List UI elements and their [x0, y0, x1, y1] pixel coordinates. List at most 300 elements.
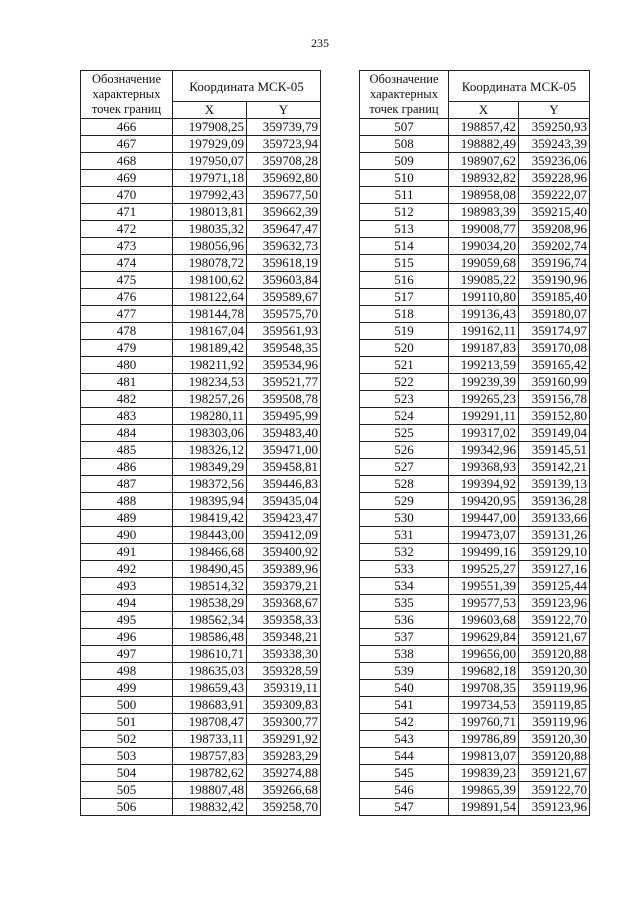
x-coordinate-cell: 198280,11: [173, 408, 247, 425]
table-row: [360, 170, 590, 187]
y-coordinate-cell: 359389,96: [247, 561, 321, 578]
y-coordinate-cell: 359243,39: [519, 136, 590, 153]
table-row: [81, 153, 321, 170]
table-row: [81, 340, 321, 357]
x-coordinate-cell: 199008,77: [449, 221, 519, 238]
y-coordinate-cell: 359379,21: [247, 578, 321, 595]
table-row: [81, 221, 321, 238]
point-id-cell: 486: [81, 459, 173, 476]
x-coordinate-cell: 198708,47: [173, 714, 247, 731]
x-coordinate-cell: 199813,07: [449, 748, 519, 765]
point-id-cell: 544: [360, 748, 449, 765]
x-coordinate-cell: 198882,49: [449, 136, 519, 153]
point-id-cell: 470: [81, 187, 173, 204]
x-coordinate-cell: 198035,32: [173, 221, 247, 238]
y-coordinate-cell: 359692,80: [247, 170, 321, 187]
table-row: [360, 612, 590, 629]
table-row: [360, 187, 590, 204]
table-row: [360, 714, 590, 731]
x-coordinate-cell: 198490,45: [173, 561, 247, 578]
table-row: [81, 629, 321, 646]
point-id-cell: 543: [360, 731, 449, 748]
x-coordinate-cell: 198907,62: [449, 153, 519, 170]
y-coordinate-cell: 359129,10: [519, 544, 590, 561]
y-coordinate-cell: 359202,74: [519, 238, 590, 255]
y-coordinate-cell: 359119,96: [519, 714, 590, 731]
x-coordinate-cell: 198983,39: [449, 204, 519, 221]
point-id-cell: 530: [360, 510, 449, 527]
table-row: [360, 136, 590, 153]
x-coordinate-cell: 199034,20: [449, 238, 519, 255]
x-coordinate-cell: 198610,71: [173, 646, 247, 663]
x-coordinate-cell: 199551,39: [449, 578, 519, 595]
table-row: [360, 561, 590, 578]
point-id-cell: 529: [360, 493, 449, 510]
table-row: [360, 782, 590, 799]
table-row: [360, 765, 590, 782]
point-id-cell: 503: [81, 748, 173, 765]
y-coordinate-cell: 359119,85: [519, 697, 590, 714]
x-coordinate-cell: 199734,53: [449, 697, 519, 714]
x-coordinate-cell: 198167,04: [173, 323, 247, 340]
x-coordinate-cell: 197929,09: [173, 136, 247, 153]
x-coordinate-cell: 199239,39: [449, 374, 519, 391]
y-coordinate-cell: 359123,96: [519, 799, 590, 816]
point-id-cell: 469: [81, 170, 173, 187]
table-row: [81, 442, 321, 459]
x-coordinate-cell: 197992,43: [173, 187, 247, 204]
table-row: [81, 612, 321, 629]
y-coordinate-cell: 359136,28: [519, 493, 590, 510]
x-coordinate-cell: 198211,92: [173, 357, 247, 374]
point-id-cell: 537: [360, 629, 449, 646]
point-id-cell: 518: [360, 306, 449, 323]
point-id-cell: 534: [360, 578, 449, 595]
y-coordinate-cell: 359228,96: [519, 170, 590, 187]
point-id-cell: 519: [360, 323, 449, 340]
x-coordinate-cell: 198078,72: [173, 255, 247, 272]
table-row: [81, 782, 321, 799]
point-id-cell: 494: [81, 595, 173, 612]
point-id-cell: 515: [360, 255, 449, 272]
y-coordinate-cell: 359338,30: [247, 646, 321, 663]
y-coordinate-cell: 359174,97: [519, 323, 590, 340]
y-coordinate-cell: 359127,16: [519, 561, 590, 578]
x-coordinate-cell: 198395,94: [173, 493, 247, 510]
x-coordinate-cell: 199839,23: [449, 765, 519, 782]
table-row: [360, 459, 590, 476]
table-row: [81, 646, 321, 663]
x-coordinate-cell: 199162,11: [449, 323, 519, 340]
table-body-left: [81, 119, 321, 816]
table-row: [360, 272, 590, 289]
point-id-cell: 520: [360, 340, 449, 357]
point-id-cell: 477: [81, 306, 173, 323]
point-id-cell: 524: [360, 408, 449, 425]
table-row: [81, 578, 321, 595]
table-row: [360, 697, 590, 714]
point-id-cell: 497: [81, 646, 173, 663]
y-coordinate-cell: 359348,21: [247, 629, 321, 646]
x-coordinate-cell: 199368,93: [449, 459, 519, 476]
point-id-cell: 479: [81, 340, 173, 357]
x-coordinate-cell: 199656,00: [449, 646, 519, 663]
y-coordinate-cell: 359446,83: [247, 476, 321, 493]
table-row: [360, 323, 590, 340]
x-coordinate-cell: 198782,62: [173, 765, 247, 782]
point-id-cell: 495: [81, 612, 173, 629]
table-row: [360, 204, 590, 221]
x-coordinate-cell: 199708,35: [449, 680, 519, 697]
y-coordinate-cell: 359236,06: [519, 153, 590, 170]
y-coordinate-cell: 359603,84: [247, 272, 321, 289]
x-coordinate-cell: 198419,42: [173, 510, 247, 527]
y-coordinate-cell: 359400,92: [247, 544, 321, 561]
table-row: [81, 238, 321, 255]
y-coordinate-cell: 359508,78: [247, 391, 321, 408]
x-coordinate-cell: 199394,92: [449, 476, 519, 493]
x-coordinate-cell: 198349,29: [173, 459, 247, 476]
header-point: Обозначение характерных точек границ: [360, 71, 449, 119]
table-row: [81, 544, 321, 561]
point-id-cell: 493: [81, 578, 173, 595]
point-id-cell: 467: [81, 136, 173, 153]
point-id-cell: 490: [81, 527, 173, 544]
table-row: [360, 442, 590, 459]
point-id-cell: 527: [360, 459, 449, 476]
point-id-cell: 535: [360, 595, 449, 612]
x-coordinate-cell: 199342,96: [449, 442, 519, 459]
table-row: [81, 408, 321, 425]
y-coordinate-cell: 359274,88: [247, 765, 321, 782]
point-id-cell: 466: [81, 119, 173, 136]
table-body-right: [360, 119, 590, 816]
point-id-cell: 485: [81, 442, 173, 459]
table-row: [360, 374, 590, 391]
table-row: [360, 799, 590, 816]
y-coordinate-cell: 359122,70: [519, 782, 590, 799]
point-id-cell: 481: [81, 374, 173, 391]
point-id-cell: 499: [81, 680, 173, 697]
header-x: X: [449, 102, 519, 119]
header-y: Y: [519, 102, 590, 119]
y-coordinate-cell: 359368,67: [247, 595, 321, 612]
x-coordinate-cell: 198635,03: [173, 663, 247, 680]
point-id-cell: 510: [360, 170, 449, 187]
table-row: [360, 425, 590, 442]
y-coordinate-cell: 359119,96: [519, 680, 590, 697]
y-coordinate-cell: 359133,66: [519, 510, 590, 527]
point-id-cell: 541: [360, 697, 449, 714]
y-coordinate-cell: 359647,47: [247, 221, 321, 238]
x-coordinate-cell: 199865,39: [449, 782, 519, 799]
point-id-cell: 491: [81, 544, 173, 561]
table-row: [81, 357, 321, 374]
y-coordinate-cell: 359589,67: [247, 289, 321, 306]
point-id-cell: 501: [81, 714, 173, 731]
table-row: [81, 731, 321, 748]
header-coordinate: Координата МСК-05: [449, 71, 590, 102]
y-coordinate-cell: 359319,11: [247, 680, 321, 697]
point-id-cell: 484: [81, 425, 173, 442]
y-coordinate-cell: 359575,70: [247, 306, 321, 323]
x-coordinate-cell: 198013,81: [173, 204, 247, 221]
x-coordinate-cell: 199603,68: [449, 612, 519, 629]
point-id-cell: 482: [81, 391, 173, 408]
y-coordinate-cell: 359208,96: [519, 221, 590, 238]
point-id-cell: 483: [81, 408, 173, 425]
x-coordinate-cell: 198807,48: [173, 782, 247, 799]
y-coordinate-cell: 359121,67: [519, 629, 590, 646]
page-number: 235: [311, 36, 329, 50]
y-coordinate-cell: 359521,77: [247, 374, 321, 391]
point-id-cell: 514: [360, 238, 449, 255]
x-coordinate-cell: 199085,22: [449, 272, 519, 289]
point-id-cell: 505: [81, 782, 173, 799]
y-coordinate-cell: 359160,99: [519, 374, 590, 391]
point-id-cell: 528: [360, 476, 449, 493]
table-row: [81, 272, 321, 289]
coordinates-table-left: [80, 70, 321, 816]
y-coordinate-cell: 359250,93: [519, 119, 590, 136]
x-coordinate-cell: 198100,62: [173, 272, 247, 289]
table-row: [81, 374, 321, 391]
table-row: [81, 119, 321, 136]
x-coordinate-cell: 198514,32: [173, 578, 247, 595]
coordinates-table-right: [359, 70, 590, 816]
x-coordinate-cell: 199891,54: [449, 799, 519, 816]
x-coordinate-cell: 198257,26: [173, 391, 247, 408]
y-coordinate-cell: 359215,40: [519, 204, 590, 221]
y-coordinate-cell: 359739,79: [247, 119, 321, 136]
y-coordinate-cell: 359458,81: [247, 459, 321, 476]
point-id-cell: 508: [360, 136, 449, 153]
y-coordinate-cell: 359196,74: [519, 255, 590, 272]
table-row: [360, 255, 590, 272]
x-coordinate-cell: 198466,68: [173, 544, 247, 561]
x-coordinate-cell: 198144,78: [173, 306, 247, 323]
table-row: [360, 731, 590, 748]
x-coordinate-cell: 199187,83: [449, 340, 519, 357]
x-coordinate-cell: 197971,18: [173, 170, 247, 187]
x-coordinate-cell: 198683,91: [173, 697, 247, 714]
x-coordinate-cell: 198056,96: [173, 238, 247, 255]
y-coordinate-cell: 359471,00: [247, 442, 321, 459]
x-coordinate-cell: 198733,11: [173, 731, 247, 748]
y-coordinate-cell: 359723,94: [247, 136, 321, 153]
point-id-cell: 513: [360, 221, 449, 238]
y-coordinate-cell: 359412,09: [247, 527, 321, 544]
point-id-cell: 526: [360, 442, 449, 459]
x-coordinate-cell: 198443,00: [173, 527, 247, 544]
point-id-cell: 523: [360, 391, 449, 408]
table-row: [360, 748, 590, 765]
x-coordinate-cell: 198562,34: [173, 612, 247, 629]
y-coordinate-cell: 359222,07: [519, 187, 590, 204]
x-coordinate-cell: 199265,23: [449, 391, 519, 408]
table-row: [81, 765, 321, 782]
point-id-cell: 547: [360, 799, 449, 816]
y-coordinate-cell: 359139,13: [519, 476, 590, 493]
table-row: [81, 493, 321, 510]
x-coordinate-cell: 199213,59: [449, 357, 519, 374]
table-row: [360, 663, 590, 680]
header-point: Обозначение характерных точек границ: [81, 71, 173, 119]
y-coordinate-cell: 359618,19: [247, 255, 321, 272]
y-coordinate-cell: 359123,96: [519, 595, 590, 612]
y-coordinate-cell: 359156,78: [519, 391, 590, 408]
x-coordinate-cell: 198958,08: [449, 187, 519, 204]
table-row: [81, 663, 321, 680]
x-coordinate-cell: 199786,89: [449, 731, 519, 748]
x-coordinate-cell: 198326,12: [173, 442, 247, 459]
y-coordinate-cell: 359145,51: [519, 442, 590, 459]
table-row: [81, 136, 321, 153]
table-row: [81, 510, 321, 527]
y-coordinate-cell: 359266,68: [247, 782, 321, 799]
header-x: X: [173, 102, 247, 119]
table-row: [360, 289, 590, 306]
x-coordinate-cell: 199760,71: [449, 714, 519, 731]
y-coordinate-cell: 359258,70: [247, 799, 321, 816]
point-id-cell: 506: [81, 799, 173, 816]
table-row: [81, 714, 321, 731]
table-row: [360, 119, 590, 136]
table-row: [360, 493, 590, 510]
x-coordinate-cell: 199136,43: [449, 306, 519, 323]
x-coordinate-cell: 199629,84: [449, 629, 519, 646]
x-coordinate-cell: 198538,29: [173, 595, 247, 612]
table-row: [360, 306, 590, 323]
y-coordinate-cell: 359165,42: [519, 357, 590, 374]
table-row: [360, 408, 590, 425]
table-row: [81, 697, 321, 714]
x-coordinate-cell: 198857,42: [449, 119, 519, 136]
y-coordinate-cell: 359495,99: [247, 408, 321, 425]
y-coordinate-cell: 359328,59: [247, 663, 321, 680]
x-coordinate-cell: 199577,53: [449, 595, 519, 612]
y-coordinate-cell: 359283,29: [247, 748, 321, 765]
x-coordinate-cell: 197950,07: [173, 153, 247, 170]
y-coordinate-cell: 359125,44: [519, 578, 590, 595]
table-row: [81, 391, 321, 408]
x-coordinate-cell: 199473,07: [449, 527, 519, 544]
point-id-cell: 539: [360, 663, 449, 680]
x-coordinate-cell: 198757,83: [173, 748, 247, 765]
y-coordinate-cell: 359170,08: [519, 340, 590, 357]
table-row: [360, 238, 590, 255]
point-id-cell: 504: [81, 765, 173, 782]
table-row: [360, 578, 590, 595]
point-id-cell: 533: [360, 561, 449, 578]
y-coordinate-cell: 359291,92: [247, 731, 321, 748]
point-id-cell: 525: [360, 425, 449, 442]
x-coordinate-cell: 199110,80: [449, 289, 519, 306]
y-coordinate-cell: 359632,73: [247, 238, 321, 255]
x-coordinate-cell: 199291,11: [449, 408, 519, 425]
point-id-cell: 538: [360, 646, 449, 663]
table-row: [81, 204, 321, 221]
table-row: [81, 561, 321, 578]
point-id-cell: 546: [360, 782, 449, 799]
x-coordinate-cell: 199420,95: [449, 493, 519, 510]
table-row: [81, 323, 321, 340]
table-row: [81, 595, 321, 612]
table-row: [360, 510, 590, 527]
table-row: [81, 476, 321, 493]
point-id-cell: 488: [81, 493, 173, 510]
point-id-cell: 492: [81, 561, 173, 578]
x-coordinate-cell: 199525,27: [449, 561, 519, 578]
table-row: [81, 170, 321, 187]
y-coordinate-cell: 359435,04: [247, 493, 321, 510]
x-coordinate-cell: 198234,53: [173, 374, 247, 391]
table-row: [360, 527, 590, 544]
point-id-cell: 542: [360, 714, 449, 731]
y-coordinate-cell: 359120,30: [519, 663, 590, 680]
point-id-cell: 545: [360, 765, 449, 782]
y-coordinate-cell: 359708,28: [247, 153, 321, 170]
point-id-cell: 468: [81, 153, 173, 170]
header-y: Y: [247, 102, 321, 119]
point-id-cell: 536: [360, 612, 449, 629]
x-coordinate-cell: 197908,25: [173, 119, 247, 136]
point-id-cell: 509: [360, 153, 449, 170]
table-row: [360, 221, 590, 238]
y-coordinate-cell: 359122,70: [519, 612, 590, 629]
x-coordinate-cell: 199447,00: [449, 510, 519, 527]
x-coordinate-cell: 199682,18: [449, 663, 519, 680]
table-row: [360, 629, 590, 646]
point-id-cell: 512: [360, 204, 449, 221]
point-id-cell: 473: [81, 238, 173, 255]
y-coordinate-cell: 359131,26: [519, 527, 590, 544]
point-id-cell: 475: [81, 272, 173, 289]
table-row: [81, 459, 321, 476]
point-id-cell: 472: [81, 221, 173, 238]
y-coordinate-cell: 359142,21: [519, 459, 590, 476]
point-id-cell: 531: [360, 527, 449, 544]
x-coordinate-cell: 199059,68: [449, 255, 519, 272]
point-id-cell: 478: [81, 323, 173, 340]
point-id-cell: 511: [360, 187, 449, 204]
table-row: [81, 680, 321, 697]
point-id-cell: 498: [81, 663, 173, 680]
x-coordinate-cell: 198189,42: [173, 340, 247, 357]
table-row: [81, 306, 321, 323]
table-row: [360, 544, 590, 561]
point-id-cell: 496: [81, 629, 173, 646]
x-coordinate-cell: 199499,16: [449, 544, 519, 561]
point-id-cell: 471: [81, 204, 173, 221]
point-id-cell: 502: [81, 731, 173, 748]
y-coordinate-cell: 359677,50: [247, 187, 321, 204]
table-row: [81, 799, 321, 816]
point-id-cell: 521: [360, 357, 449, 374]
point-id-cell: 476: [81, 289, 173, 306]
y-coordinate-cell: 359190,96: [519, 272, 590, 289]
point-id-cell: 487: [81, 476, 173, 493]
table-row: [360, 391, 590, 408]
table-row: [360, 153, 590, 170]
y-coordinate-cell: 359149,04: [519, 425, 590, 442]
x-coordinate-cell: 198122,64: [173, 289, 247, 306]
x-coordinate-cell: 198659,43: [173, 680, 247, 697]
point-id-cell: 540: [360, 680, 449, 697]
x-coordinate-cell: 198932,82: [449, 170, 519, 187]
y-coordinate-cell: 359300,77: [247, 714, 321, 731]
x-coordinate-cell: 198372,56: [173, 476, 247, 493]
